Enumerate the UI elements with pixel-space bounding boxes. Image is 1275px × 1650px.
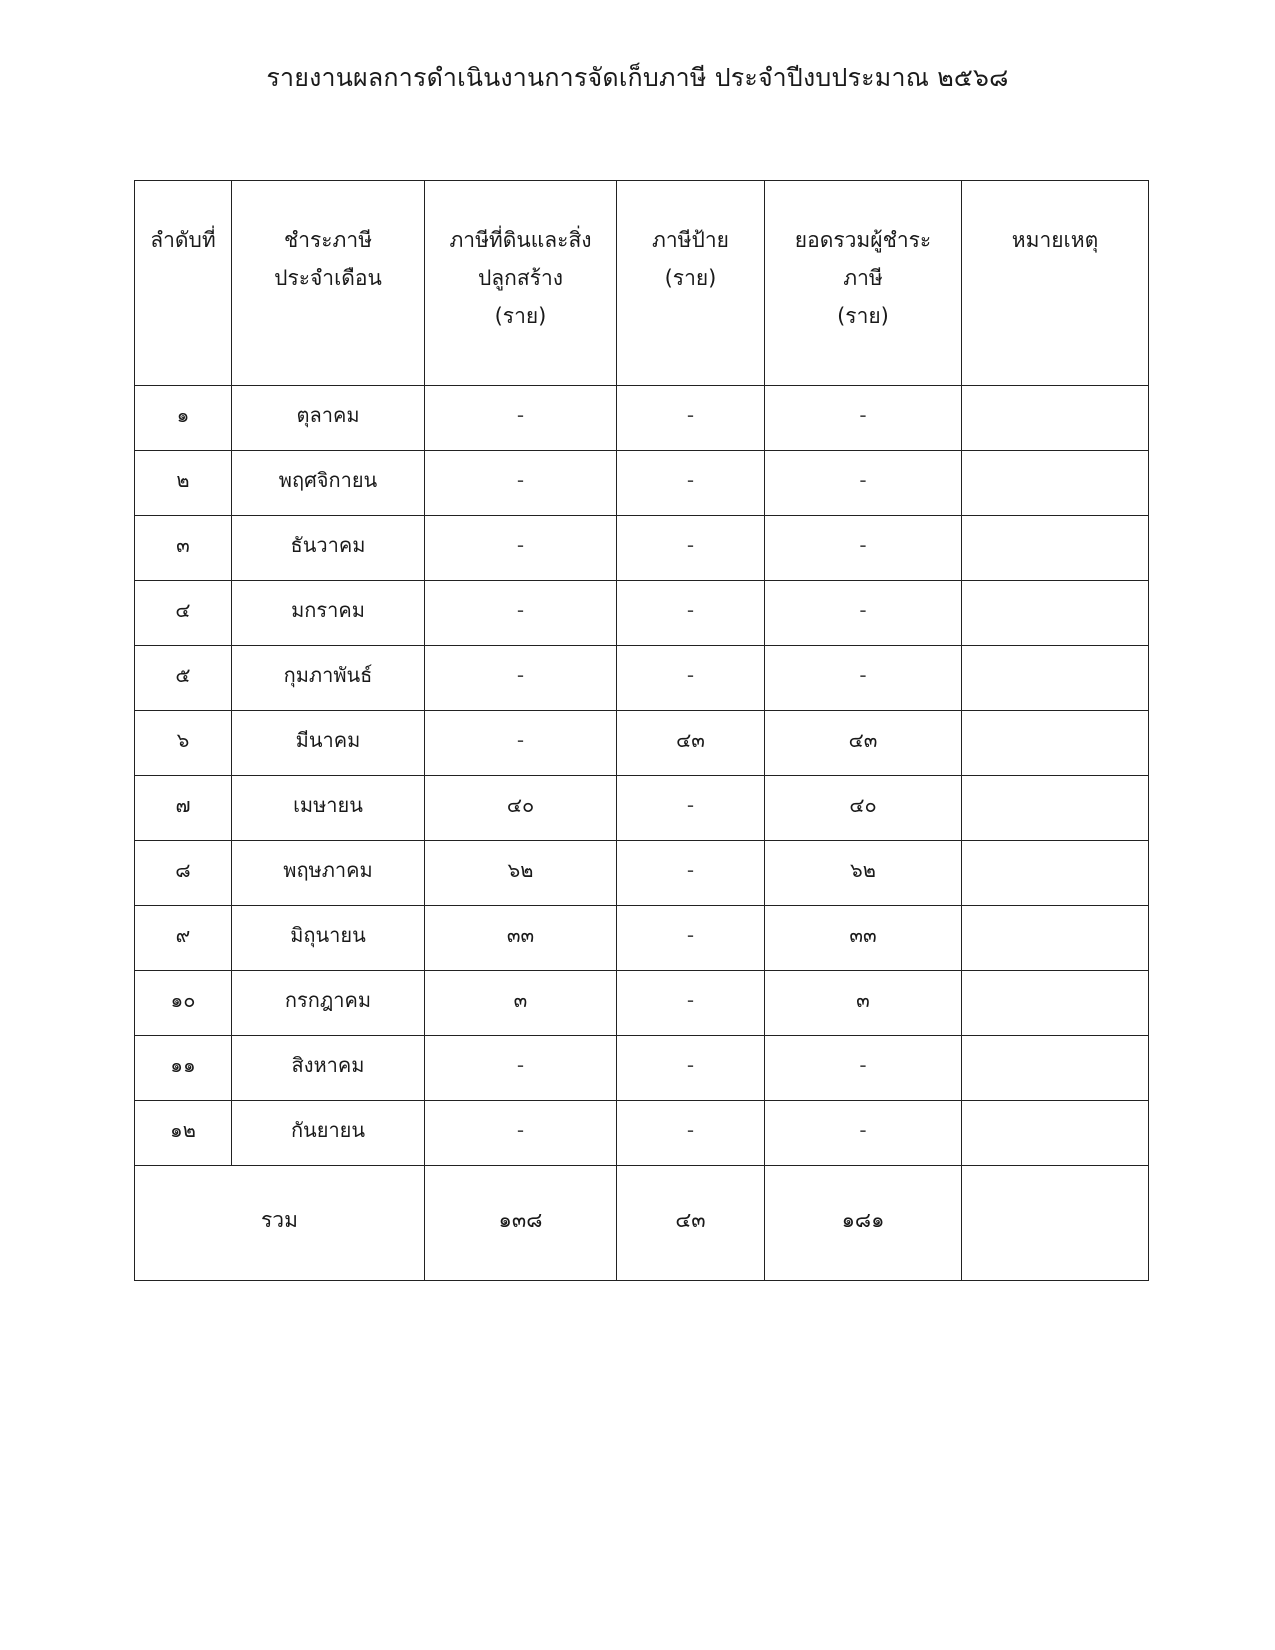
table-row (135, 1101, 1149, 1166)
cell-month: กันยายน (232, 1101, 425, 1166)
cell-remark (962, 516, 1149, 581)
header-row (135, 181, 1149, 386)
table-row (135, 646, 1149, 711)
table-row (135, 971, 1149, 1036)
cell-sign-tax: - (617, 516, 765, 581)
cell-land-tax: - (425, 581, 617, 646)
cell-order: ๑ (135, 386, 232, 451)
cell-total: ๓๓ (765, 906, 962, 971)
cell-total: - (765, 451, 962, 516)
cell-month: กุมภาพันธ์ (232, 646, 425, 711)
header-sign-tax: ภาษีป้าย (ราย) (617, 181, 765, 386)
cell-order: ๓ (135, 516, 232, 581)
cell-remark (962, 451, 1149, 516)
header-remarks: หมายเหตุ (962, 181, 1149, 386)
cell-remark (962, 646, 1149, 711)
tax-report-table (134, 180, 1149, 1281)
cell-order: ๔ (135, 581, 232, 646)
cell-order: ๒ (135, 451, 232, 516)
cell-land-tax: - (425, 711, 617, 776)
cell-remark (962, 971, 1149, 1036)
cell-sign-tax: - (617, 971, 765, 1036)
header-land-tax: ภาษีที่ดินและสิ่ง ปลูกสร้าง (ราย) (425, 181, 617, 386)
header-month: ชำระภาษี ประจำเดือน (232, 181, 425, 386)
cell-remark (962, 581, 1149, 646)
cell-land-tax: - (425, 386, 617, 451)
cell-month: มกราคม (232, 581, 425, 646)
cell-order: ๑๒ (135, 1101, 232, 1166)
cell-sign-tax: - (617, 776, 765, 841)
table-row (135, 516, 1149, 581)
cell-sign-tax: - (617, 451, 765, 516)
cell-land-tax: - (425, 1036, 617, 1101)
table-row (135, 711, 1149, 776)
cell-month: พฤศจิกายน (232, 451, 425, 516)
cell-order: ๙ (135, 906, 232, 971)
cell-remark (962, 776, 1149, 841)
cell-total: - (765, 516, 962, 581)
cell-month: กรกฎาคม (232, 971, 425, 1036)
total-land-tax: ๑๓๘ (425, 1166, 617, 1281)
total-sign-tax: ๔๓ (617, 1166, 765, 1281)
cell-land-tax: - (425, 516, 617, 581)
cell-remark (962, 841, 1149, 906)
total-payers: ๑๘๑ (765, 1166, 962, 1281)
cell-land-tax: ๖๒ (425, 841, 617, 906)
total-row (135, 1166, 1149, 1281)
table-row (135, 906, 1149, 971)
cell-total: - (765, 1101, 962, 1166)
cell-total: - (765, 581, 962, 646)
cell-land-tax: - (425, 1101, 617, 1166)
cell-sign-tax: - (617, 386, 765, 451)
cell-month: พฤษภาคม (232, 841, 425, 906)
cell-order: ๑๐ (135, 971, 232, 1036)
table-row (135, 581, 1149, 646)
cell-total: ๔๓ (765, 711, 962, 776)
cell-order: ๑๑ (135, 1036, 232, 1101)
cell-total: ๖๒ (765, 841, 962, 906)
cell-total: ๔๐ (765, 776, 962, 841)
cell-land-tax: ๔๐ (425, 776, 617, 841)
cell-sign-tax: - (617, 1101, 765, 1166)
total-remark (962, 1166, 1149, 1281)
cell-sign-tax: - (617, 646, 765, 711)
table-row (135, 841, 1149, 906)
header-total-payers: ยอดรวมผู้ชำระ ภาษี (ราย) (765, 181, 962, 386)
cell-remark (962, 906, 1149, 971)
page-title: รายงานผลการดำเนินงานการจัดเก็บภาษี ประจำปีงบประมาณ ๒๕๖๘ (266, 63, 1009, 92)
cell-sign-tax: - (617, 581, 765, 646)
cell-month: สิงหาคม (232, 1036, 425, 1101)
header-order: ลำดับที่ (135, 181, 232, 386)
cell-month: ตุลาคม (232, 386, 425, 451)
cell-total: - (765, 386, 962, 451)
table-row (135, 1036, 1149, 1101)
cell-remark (962, 1101, 1149, 1166)
cell-remark (962, 1036, 1149, 1101)
table-row (135, 776, 1149, 841)
cell-order: ๗ (135, 776, 232, 841)
table-row (135, 451, 1149, 516)
cell-land-tax: - (425, 646, 617, 711)
cell-total: - (765, 646, 962, 711)
cell-land-tax: - (425, 451, 617, 516)
cell-sign-tax: ๔๓ (617, 711, 765, 776)
cell-order: ๘ (135, 841, 232, 906)
cell-sign-tax: - (617, 906, 765, 971)
cell-month: เมษายน (232, 776, 425, 841)
cell-month: ธันวาคม (232, 516, 425, 581)
cell-order: ๕ (135, 646, 232, 711)
cell-total: - (765, 1036, 962, 1101)
cell-sign-tax: - (617, 1036, 765, 1101)
cell-sign-tax: - (617, 841, 765, 906)
cell-total: ๓ (765, 971, 962, 1036)
cell-month: มิถุนายน (232, 906, 425, 971)
total-label: รวม (135, 1166, 425, 1281)
cell-remark (962, 711, 1149, 776)
cell-month: มีนาคม (232, 711, 425, 776)
cell-order: ๖ (135, 711, 232, 776)
cell-land-tax: ๓๓ (425, 906, 617, 971)
table-row (135, 386, 1149, 451)
cell-land-tax: ๓ (425, 971, 617, 1036)
cell-remark (962, 386, 1149, 451)
